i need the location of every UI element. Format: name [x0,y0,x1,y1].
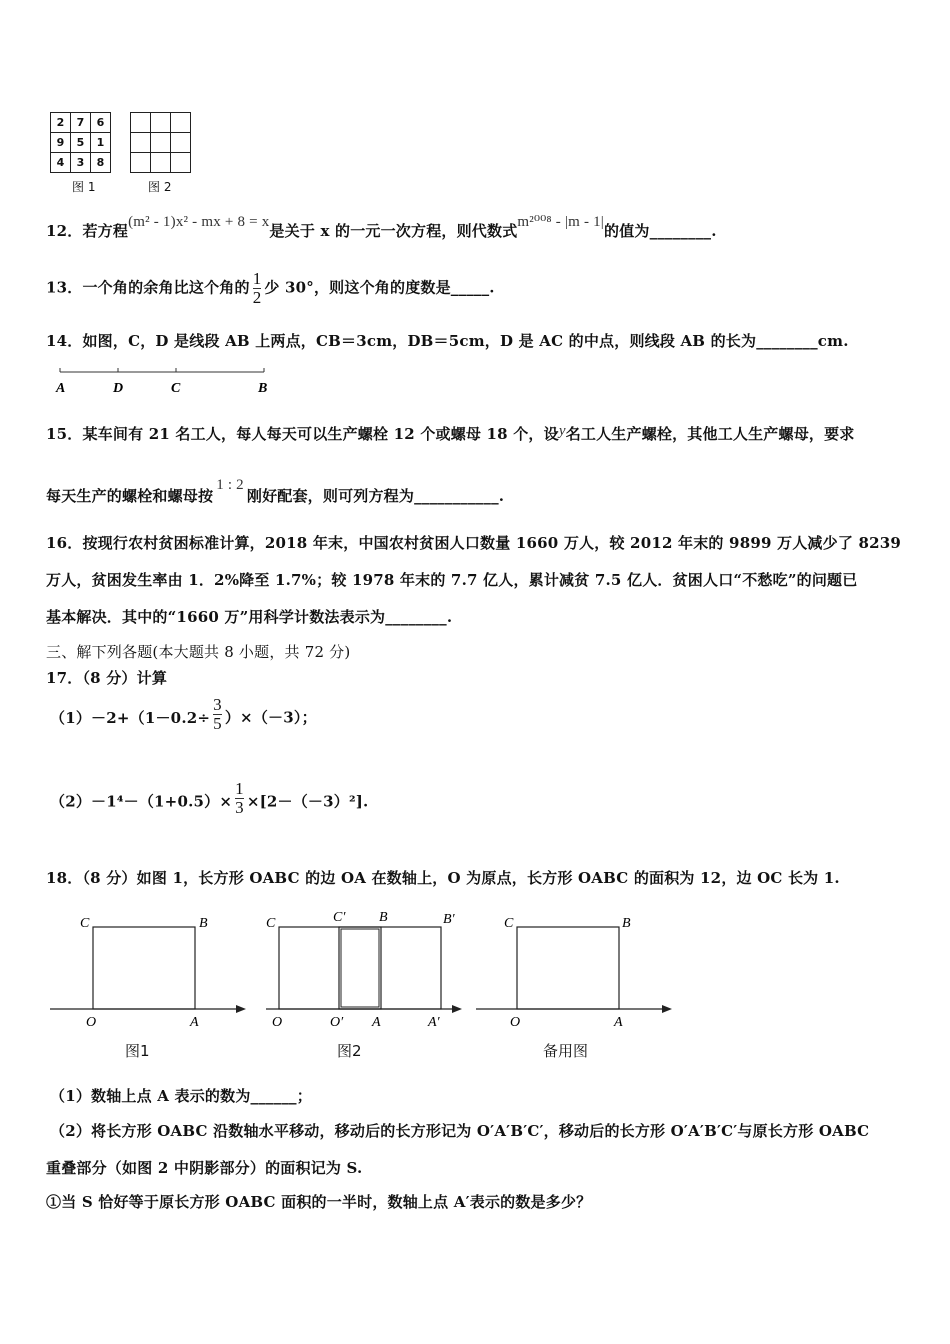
question-16-line1: 16．按现行农村贫困标准计算，2018 年末，中国农村贫困人口数量 1660 万人，较 2012 年末的 9899 万人减少了 8239 [46,534,901,552]
rectangle-moved [339,927,441,1009]
magic-square-fig1 [50,112,111,173]
grid-cell: 5 [71,133,91,153]
section-3-title: 三、解下列各题(本大题共 8 小题，共 72 分) [46,643,351,661]
q18-fig1-caption: 图1 [125,1042,150,1060]
axis-arrow-icon [452,1005,462,1013]
label-o-prime: O′ [330,1015,344,1030]
q17p2-prefix: （2）－1⁴－（1+0.5）× [50,792,233,811]
q12-middle: 是关于 x 的一元一次方程，则代数式 [269,222,518,240]
q12-equation: (m² - 1)x² - mx + 8 = x [128,214,270,230]
overlap-region [341,929,379,1007]
question-16-line3: 基本解决．其中的“1660 万”用科学计数法表示为________. [46,608,453,626]
question-18-part2-sub1: ①当 S 恰好等于原长方形 OABC 面积的一半时，数轴上点 A′表示的数是多少？ [46,1193,592,1211]
rectangle-oabc [93,927,195,1009]
grid-cell: 6 [91,113,111,133]
grid-cell: 2 [51,113,71,133]
fig2-caption: 图 2 [148,180,172,194]
grid-cell: 4 [51,153,71,173]
label-o: O [272,1015,283,1030]
q13-suffix: 少 30°，则这个角的度数是_____. [264,278,495,297]
question-18-part2-line2: 重叠部分（如图 2 中阴影部分）的面积记为 S. [46,1159,363,1177]
question-17-part1 [50,695,317,737]
q12-prefix: 12．若方程 [46,222,129,240]
axis-arrow-icon [662,1005,672,1013]
label-b-prime: B′ [443,912,455,927]
q18-figure-1 [46,905,251,1035]
label-o: O [510,1015,521,1030]
question-15-line2 [46,477,505,506]
point-label-d: D [113,381,124,396]
rectangle-oabc [517,927,619,1009]
label-a-prime: A′ [428,1015,440,1030]
q17p1-fraction: $\frac{3}{5}$ [213,695,222,733]
q17p2-suffix: ×[2－（－3）²]. [246,792,369,811]
label-c: C [80,916,90,931]
q18-figure-2 [262,905,467,1035]
question-13 [46,270,495,307]
q15-line1-suffix: 名工人生产螺栓，其他工人生产螺母，要求 [565,425,855,443]
label-c: C [504,916,514,931]
fig1-caption: 图 1 [72,180,96,194]
question-17-part2 [50,779,369,821]
label-b: B [379,910,388,925]
point-label-b: B [258,381,268,396]
label-b: B [622,916,631,931]
question-18-part1: （1）数轴上点 A 表示的数为______； [50,1087,312,1105]
grid-cell: 7 [71,113,91,133]
q15-line2-prefix: 每天生产的螺栓和螺母按 [46,487,214,505]
question-17-title: 17．（8 分）计算 [46,669,168,687]
q17p2-fraction: $\frac{1}{3}$ [235,779,244,817]
label-a: A [372,1015,381,1030]
q12-suffix: 的值为________. [604,222,717,240]
label-c: C [266,916,276,931]
q15-line2-suffix: 刚好配套，则可列方程为___________. [246,487,505,505]
magic-square-fig2 [130,112,191,173]
label-a: A [190,1015,199,1030]
q15-ratio: 1 : 2 [216,477,244,493]
point-label-a: A [56,381,66,396]
question-16-line2: 万人，贫困发生率由 1．2%降至 1.7%；较 1978 年末的 7.7 亿人，累计减贫 7.5 亿人．贫困人口“不愁吃”的问题已 [46,571,858,589]
rectangle-oabc [279,927,381,1009]
question-12 [46,214,717,241]
question-18-part2-line1: （2）将长方形 OABC 沿数轴水平移动，移动后的长方形记为 O′A′B′C′，移动后的长方形 O′A′B′C′与原长方形 OABC [50,1122,870,1140]
q17p1-suffix: ）×（－3）； [224,708,317,727]
q12-expression: m²⁰⁰⁸ - |m - 1| [517,214,605,230]
label-o: O [86,1015,97,1030]
q13-prefix: 13．一个角的余角比这个角的 [46,278,250,297]
grid-cell: 8 [91,153,111,173]
grid-cell: 3 [71,153,91,173]
q18-backup-figure [472,905,677,1035]
q15-var: y [558,423,566,439]
q18-backup-caption: 备用图 [543,1042,589,1060]
point-label-c: C [171,381,181,396]
question-18-title: 18．（8 分）如图 1，长方形 OABC 的边 OA 在数轴上，O 为原点，长方形 OABC 的面积为 12，边 OC 长为 1. [46,869,840,887]
label-c-prime: C′ [333,910,346,925]
q18-fig2-caption: 图2 [337,1042,362,1060]
q15-line1-prefix: 15．某车间有 21 名工人，每人每天可以生产螺栓 12 个或螺母 18 个，设 [46,425,559,443]
q13-fraction: $\frac{1}{2}$ [252,269,262,307]
q17p1-prefix: （1）－2+（1－0.2÷ [50,708,211,727]
label-b: B [199,916,208,931]
grid-cell: 1 [91,133,111,153]
question-15-line1 [46,423,855,444]
question-14: 14．如图，C，D 是线段 AB 上两点，CB＝3cm，DB＝5cm，D 是 AC 的中点，则线段 AB 的长为________cm. [46,332,849,350]
label-a: A [614,1015,623,1030]
grid-cell: 9 [51,133,71,153]
q14-segment-figure [50,362,280,396]
axis-arrow-icon [236,1005,246,1013]
